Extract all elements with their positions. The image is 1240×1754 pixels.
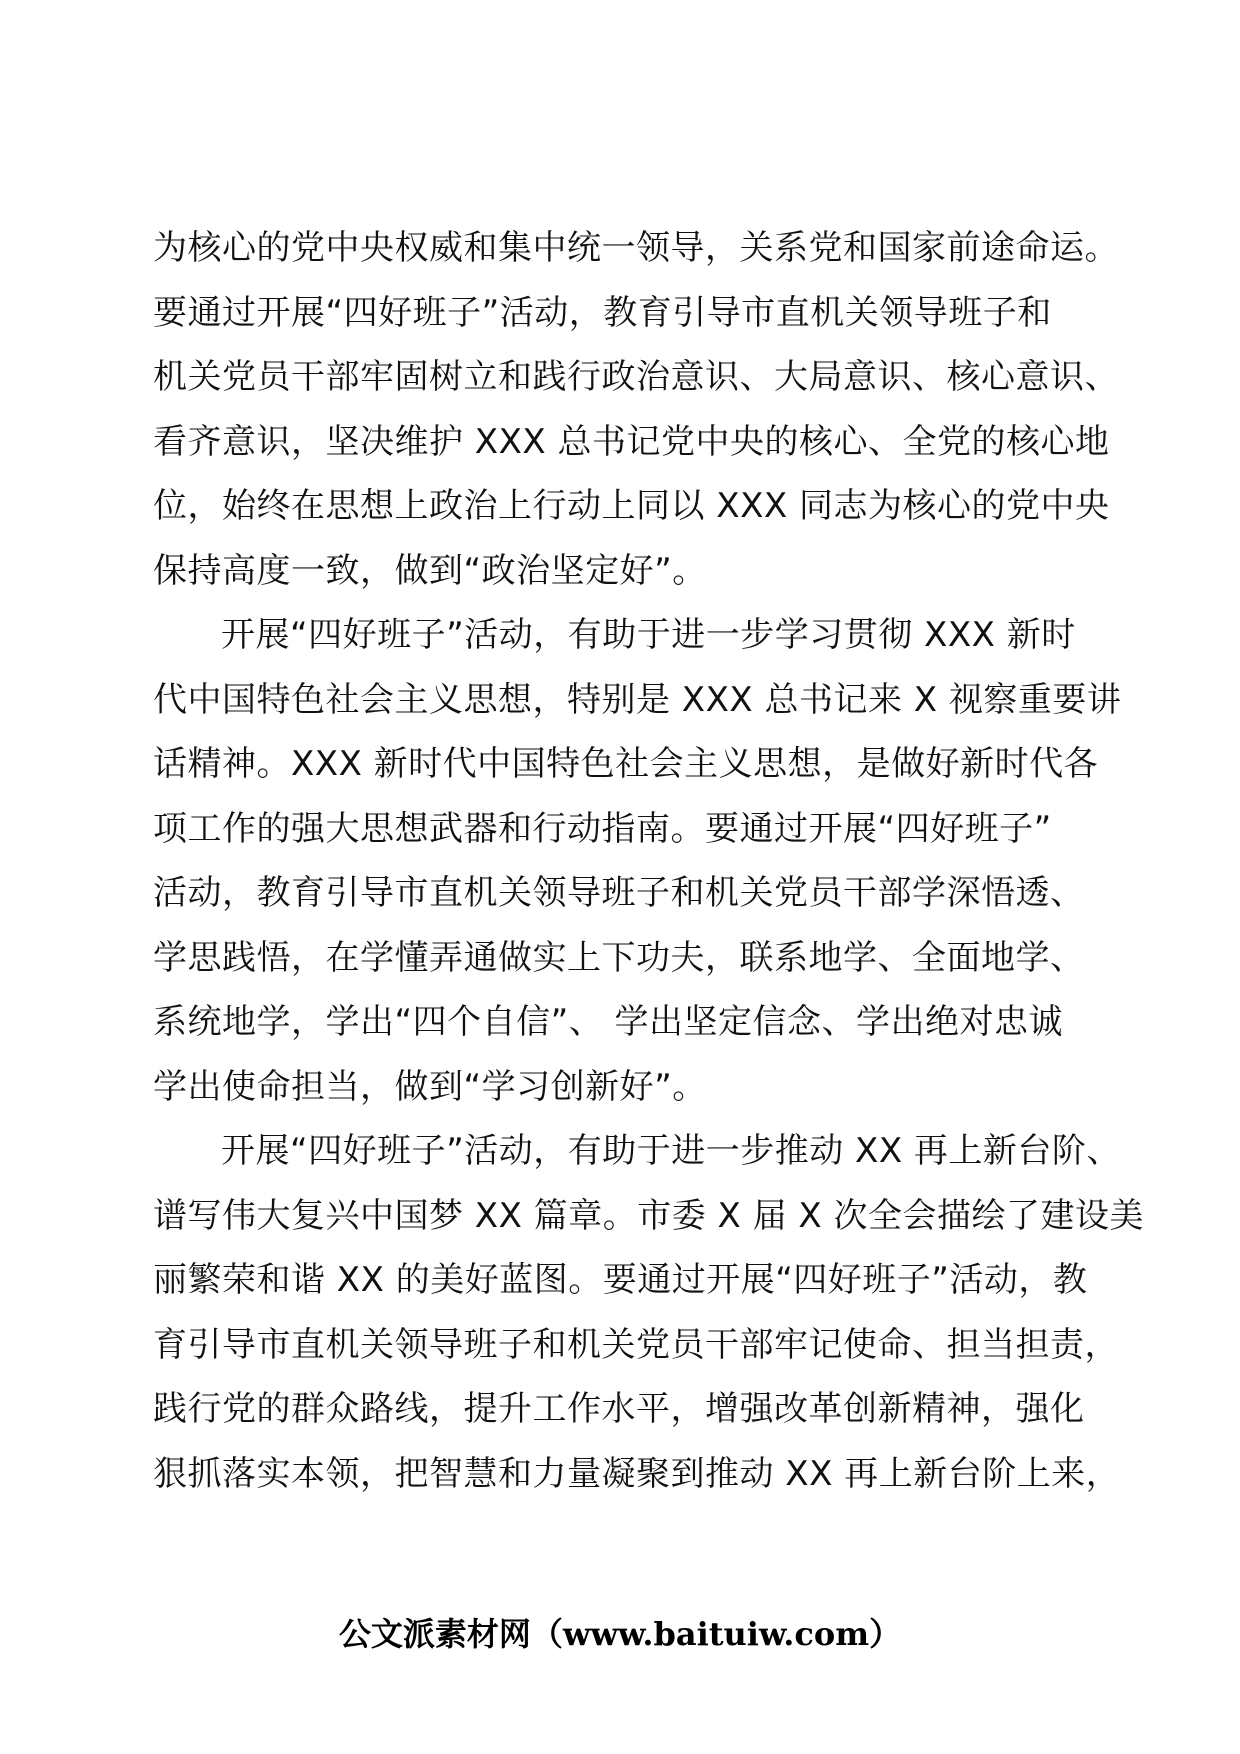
text-line: 位，始终在思想上政治上行动上同以 XXX 同志为核心的党中央: [153, 486, 1110, 526]
text-line: 系统地学，学出“四个自信”、 学出坚定信念、学出绝对忠诚: [153, 1002, 1064, 1042]
text-line: 看齐意识，坚决维护 XXX 总书记党中央的核心、全党的核心地: [153, 421, 1110, 462]
text-line: 狠抓落实本领，把智慧和力量凝聚到推动 XX 再上新台阶上来，: [153, 1453, 1121, 1494]
text-line: 为核心的党中央权威和集中统一领导，关系党和国家前途命运。: [153, 228, 1119, 268]
document-body: [153, 216, 1145, 1506]
text-line: 项工作的强大思想武器和行动指南。要通过开展“四好班子”: [153, 808, 1052, 849]
text-line: 话精神。XXX 新时代中国特色社会主义思想，是做好新时代各: [153, 744, 1099, 784]
paragraph-first-line: 开展“四好班子”活动，有助于进一步学习贯彻 XXX 新时: [221, 615, 1076, 655]
text-line: 要通过开展“四好班子”活动，教育引导市直机关领导班子和: [153, 292, 1052, 333]
text-line: 机关党员干部牢固树立和践行政治意识、大局意识、核心意识、: [153, 357, 1119, 397]
text-line: 学思践悟，在学懂弄通做实上下功夫，联系地学、全面地学、: [153, 937, 1085, 978]
text-line: 学出使命担当，做到“学习创新好”。: [153, 1066, 707, 1107]
text-line: 活动，教育引导市直机关领导班子和机关党员干部学深悟透、: [153, 873, 1085, 913]
text-line: 谱写伟大复兴中国梦 XX 篇章。市委 X 届 X 次全会描绘了建设美: [153, 1195, 1145, 1236]
footer-watermark: 公文派素材网（www.baituiw.com）: [338, 1615, 902, 1653]
text-line: 践行党的群众路线，提升工作水平，增强改革创新精神，强化: [153, 1389, 1085, 1429]
text-line: 育引导市直机关领导班子和机关党员干部牢记使命、担当担责，: [153, 1324, 1119, 1365]
text-line: 丽繁荣和谐 XX 的美好蓝图。要通过开展“四好班子”活动，教: [153, 1260, 1088, 1300]
paragraph-first-line: 开展“四好班子”活动，有助于进一步推动 XX 再上新台阶、: [221, 1131, 1121, 1171]
text-line: 保持高度一致，做到“政治坚定好”。: [153, 550, 707, 591]
text-line: 代中国特色社会主义思想，特别是 XXX 总书记来 X 视察重要讲: [153, 679, 1122, 720]
